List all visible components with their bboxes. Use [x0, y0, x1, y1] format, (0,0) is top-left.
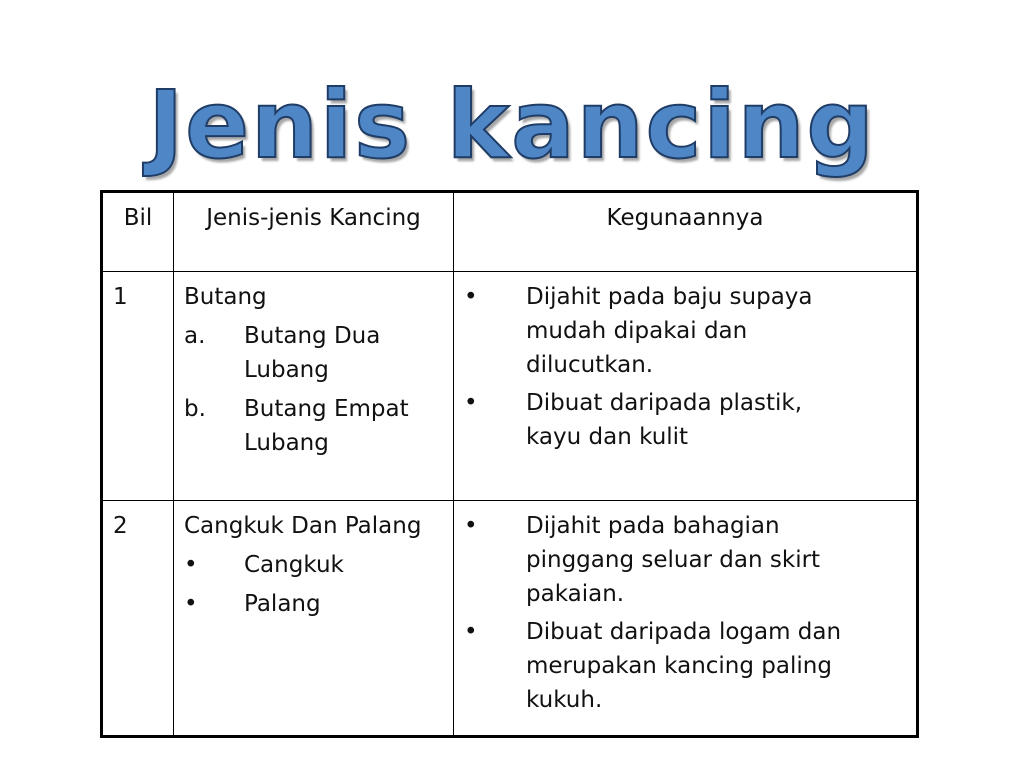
item-text: merupakan kancing paling: [526, 653, 832, 679]
page-title: Jenis kancing: [148, 71, 876, 180]
bullet-icon: •: [464, 390, 478, 416]
kegunaan-item: [464, 615, 908, 717]
item-text: kukuh.: [526, 687, 603, 713]
kegunaan-cell: [454, 501, 918, 737]
bil-cell: [102, 501, 174, 737]
item-marker: a.: [184, 323, 206, 349]
jenis-item: [184, 392, 445, 460]
jenis-cell: [174, 272, 454, 501]
item-text: pinggang seluar dan skirt: [526, 547, 821, 573]
jenis-title: Cangkuk Dan Palang: [184, 513, 422, 539]
jenis-item: [184, 319, 445, 387]
jenis-title: Butang: [184, 284, 267, 310]
bullet-icon: •: [464, 513, 478, 539]
item-text: Dijahit pada baju supaya: [526, 284, 813, 310]
header-jenis: Jenis-jenis Kancing: [174, 192, 454, 272]
bullet-icon: •: [184, 552, 198, 578]
bil-value: 2: [113, 513, 128, 539]
kegunaan-item: [464, 280, 908, 382]
item-text: mudah dipakai dan: [526, 318, 748, 344]
bullet-icon: •: [464, 619, 478, 645]
kegunaan-item: [464, 509, 908, 611]
table-row: [102, 272, 918, 501]
item-text: Palang: [244, 591, 321, 617]
item-text: pakaian.: [526, 581, 625, 607]
item-text: dilucutkan.: [526, 352, 654, 378]
bullet-icon: •: [184, 591, 198, 617]
item-text: Cangkuk: [244, 552, 344, 578]
jenis-item: [184, 587, 445, 621]
kegunaan-cell: [454, 272, 918, 501]
item-text: Lubang: [244, 430, 329, 456]
item-text: Butang Empat: [244, 396, 409, 422]
item-text: Dibuat daripada plastik,: [526, 390, 803, 416]
table-row: [102, 501, 918, 737]
jenis-item: [184, 548, 445, 582]
item-text: kayu dan kulit: [526, 424, 689, 450]
bil-cell: [102, 272, 174, 501]
header-kegunaan: Kegunaannya: [454, 192, 918, 272]
item-text: Dibuat daripada logam dan: [526, 619, 842, 645]
item-text: Lubang: [244, 357, 329, 383]
item-text: Dijahit pada bahagian: [526, 513, 780, 539]
jenis-cell: [174, 501, 454, 737]
kegunaan-item: [464, 386, 908, 454]
kancing-table: [100, 190, 919, 738]
bil-value: 1: [113, 284, 128, 310]
item-marker: b.: [184, 396, 206, 422]
header-bil: Bil: [102, 192, 174, 272]
table-header-row: [102, 192, 918, 272]
bullet-icon: •: [464, 284, 478, 310]
item-text: Butang Dua: [244, 323, 381, 349]
